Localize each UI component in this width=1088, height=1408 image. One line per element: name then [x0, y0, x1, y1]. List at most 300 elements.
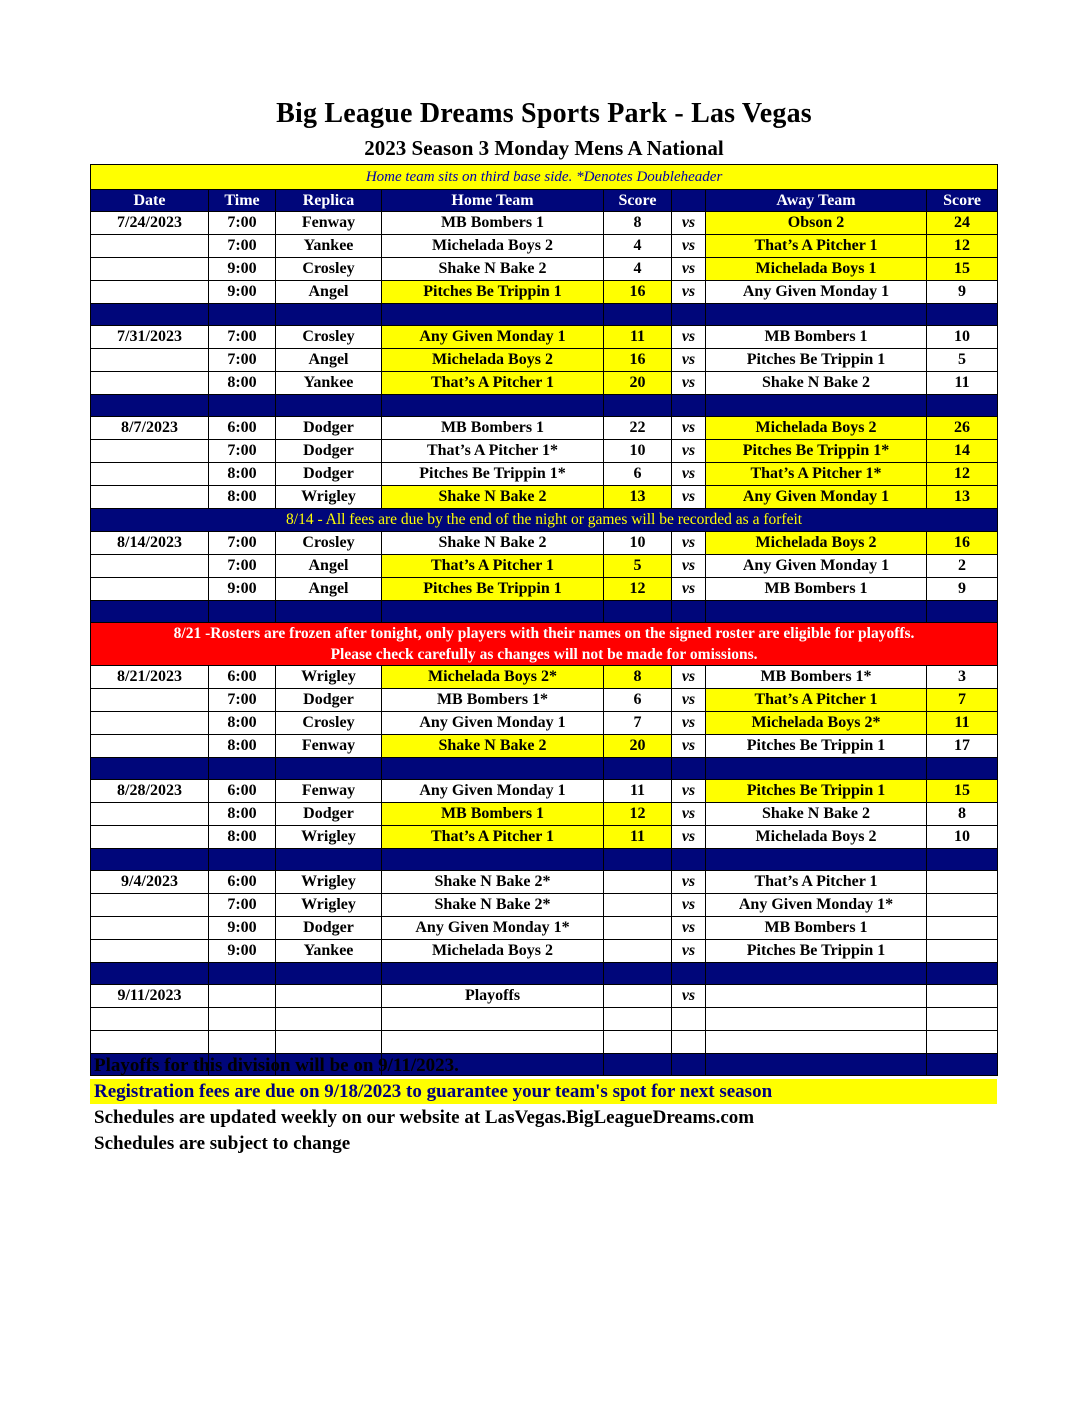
- game-row: [91, 235, 998, 258]
- replica-cell: Dodger: [276, 440, 382, 463]
- separator-cell: [672, 601, 706, 623]
- time-cell: 6:00: [209, 780, 276, 803]
- header-vs: [672, 190, 706, 212]
- vs-cell: vs: [672, 417, 706, 440]
- game-row: [91, 780, 998, 803]
- game-row: [91, 985, 998, 1008]
- separator-cell: [706, 395, 927, 417]
- home-team-cell: Pitches Be Trippin 1: [382, 281, 604, 304]
- away-team-cell: MB Bombers 1: [706, 917, 927, 940]
- home-score-cell: [604, 917, 672, 940]
- replica-cell: Wrigley: [276, 826, 382, 849]
- home-score-cell: 10: [604, 440, 672, 463]
- date-cell: [91, 578, 209, 601]
- game-row: [91, 940, 998, 963]
- away-team-cell: That’s A Pitcher 1: [706, 689, 927, 712]
- home-team-note: Home team sits on third base side. *Denotes Doubleheader: [91, 165, 998, 190]
- away-team-cell: Pitches Be Trippin 1: [706, 349, 927, 372]
- home-score-cell: 4: [604, 258, 672, 281]
- vs-cell: vs: [672, 666, 706, 689]
- empty-cell: [209, 1031, 276, 1054]
- home-team-cell: Any Given Monday 1*: [382, 917, 604, 940]
- separator-cell: [672, 963, 706, 985]
- game-row: [91, 372, 998, 395]
- home-team-cell: That’s A Pitcher 1: [382, 555, 604, 578]
- empty-cell: [927, 1008, 998, 1031]
- vs-cell: vs: [672, 917, 706, 940]
- home-team-cell: That’s A Pitcher 1: [382, 372, 604, 395]
- time-cell: 8:00: [209, 486, 276, 509]
- date-cell: 8/21/2023: [91, 666, 209, 689]
- separator-cell: [604, 758, 672, 780]
- game-row: [91, 532, 998, 555]
- home-team-cell: MB Bombers 1: [382, 212, 604, 235]
- separator-row: [91, 758, 998, 780]
- vs-cell: vs: [672, 555, 706, 578]
- away-team-cell: Obson 2: [706, 212, 927, 235]
- home-score-cell: 12: [604, 578, 672, 601]
- date-cell: [91, 440, 209, 463]
- replica-cell: Dodger: [276, 917, 382, 940]
- home-score-cell: 4: [604, 235, 672, 258]
- time-cell: 9:00: [209, 940, 276, 963]
- separator-cell: [706, 758, 927, 780]
- date-cell: [91, 712, 209, 735]
- date-cell: [91, 349, 209, 372]
- home-score-cell: [604, 894, 672, 917]
- time-cell: 6:00: [209, 666, 276, 689]
- home-team-cell: Michelada Boys 2: [382, 940, 604, 963]
- separator-cell: [382, 758, 604, 780]
- separator-cell: [382, 395, 604, 417]
- header-time: Time: [209, 190, 276, 212]
- roster-notice: [91, 623, 998, 666]
- empty-cell: [672, 1008, 706, 1031]
- away-team-cell: Pitches Be Trippin 1: [706, 780, 927, 803]
- separator-cell: [706, 304, 927, 326]
- roster-notice-row: [91, 623, 998, 666]
- roster-notice-line1: 8/21 -Rosters are frozen after tonight, only players with their names on the signed roster are eligible for playoffs.: [173, 625, 915, 642]
- separator-cell: [382, 849, 604, 871]
- vs-cell: vs: [672, 486, 706, 509]
- separator-cell: [927, 963, 998, 985]
- separator-cell: [672, 849, 706, 871]
- away-team-cell: Pitches Be Trippin 1*: [706, 440, 927, 463]
- separator-cell: [209, 849, 276, 871]
- date-cell: [91, 486, 209, 509]
- game-row: [91, 326, 998, 349]
- home-score-cell: 20: [604, 372, 672, 395]
- separator-cell: [672, 304, 706, 326]
- away-team-cell: Michelada Boys 2: [706, 826, 927, 849]
- date-cell: [91, 463, 209, 486]
- away-team-cell: That’s A Pitcher 1: [706, 871, 927, 894]
- home-team-cell: Michelada Boys 2: [382, 235, 604, 258]
- separator-cell: [276, 849, 382, 871]
- time-cell: 8:00: [209, 826, 276, 849]
- home-team-cell: MB Bombers 1: [382, 803, 604, 826]
- replica-cell: Crosley: [276, 712, 382, 735]
- away-score-cell: 8: [927, 803, 998, 826]
- date-cell: [91, 826, 209, 849]
- game-row: [91, 555, 998, 578]
- away-score-cell: 12: [927, 235, 998, 258]
- away-team-cell: [706, 985, 927, 1008]
- time-cell: 6:00: [209, 417, 276, 440]
- away-score-cell: 10: [927, 326, 998, 349]
- vs-cell: vs: [672, 871, 706, 894]
- time-cell: 8:00: [209, 712, 276, 735]
- away-score-cell: 5: [927, 349, 998, 372]
- header-replica: Replica: [276, 190, 382, 212]
- separator-cell: [276, 758, 382, 780]
- home-team-note-row: [91, 165, 998, 190]
- time-cell: 9:00: [209, 281, 276, 304]
- away-score-cell: 15: [927, 258, 998, 281]
- separator-cell: [382, 304, 604, 326]
- away-score-cell: [927, 917, 998, 940]
- home-team-cell: Shake N Bake 2: [382, 258, 604, 281]
- time-cell: 7:00: [209, 212, 276, 235]
- replica-cell: Crosley: [276, 532, 382, 555]
- away-team-cell: Any Given Monday 1*: [706, 894, 927, 917]
- away-team-cell: Shake N Bake 2: [706, 372, 927, 395]
- replica-cell: Dodger: [276, 463, 382, 486]
- separator-cell: [91, 304, 209, 326]
- date-cell: [91, 894, 209, 917]
- fees-notice: 8/14 - All fees are due by the end of the night or games will be recorded as a forfeit: [91, 509, 998, 532]
- replica-cell: Angel: [276, 349, 382, 372]
- replica-cell: Fenway: [276, 212, 382, 235]
- away-team-cell: Michelada Boys 1: [706, 258, 927, 281]
- replica-cell: Dodger: [276, 689, 382, 712]
- empty-row: [91, 1031, 998, 1054]
- empty-cell: [276, 1031, 382, 1054]
- home-team-cell: Shake N Bake 2: [382, 735, 604, 758]
- vs-cell: vs: [672, 463, 706, 486]
- away-score-cell: 16: [927, 532, 998, 555]
- away-score-cell: [927, 894, 998, 917]
- header-home-score: Score: [604, 190, 672, 212]
- separator-cell: [927, 849, 998, 871]
- empty-cell: [382, 1031, 604, 1054]
- vs-cell: vs: [672, 440, 706, 463]
- separator-cell: [927, 304, 998, 326]
- home-score-cell: 16: [604, 281, 672, 304]
- home-score-cell: 7: [604, 712, 672, 735]
- date-cell: 9/11/2023: [91, 985, 209, 1008]
- empty-cell: [927, 1031, 998, 1054]
- empty-cell: [91, 1031, 209, 1054]
- away-score-cell: 12: [927, 463, 998, 486]
- separator-cell: [209, 304, 276, 326]
- home-team-cell: Pitches Be Trippin 1*: [382, 463, 604, 486]
- vs-cell: vs: [672, 985, 706, 1008]
- game-row: [91, 349, 998, 372]
- date-cell: 8/7/2023: [91, 417, 209, 440]
- home-score-cell: 11: [604, 780, 672, 803]
- game-row: [91, 917, 998, 940]
- separator-cell: [91, 758, 209, 780]
- date-cell: 9/4/2023: [91, 871, 209, 894]
- vs-cell: vs: [672, 803, 706, 826]
- replica-cell: Fenway: [276, 780, 382, 803]
- replica-cell: Angel: [276, 555, 382, 578]
- separator-cell: [706, 601, 927, 623]
- game-row: [91, 258, 998, 281]
- home-team-cell: Shake N Bake 2*: [382, 894, 604, 917]
- away-team-cell: Michelada Boys 2*: [706, 712, 927, 735]
- header-away-team: Away Team: [706, 190, 927, 212]
- home-score-cell: [604, 871, 672, 894]
- replica-cell: Angel: [276, 578, 382, 601]
- time-cell: 9:00: [209, 917, 276, 940]
- vs-cell: vs: [672, 235, 706, 258]
- home-team-cell: Playoffs: [382, 985, 604, 1008]
- game-row: [91, 281, 998, 304]
- time-cell: 9:00: [209, 578, 276, 601]
- home-score-cell: 22: [604, 417, 672, 440]
- vs-cell: vs: [672, 735, 706, 758]
- replica-cell: Yankee: [276, 940, 382, 963]
- separator-cell: [706, 849, 927, 871]
- vs-cell: vs: [672, 780, 706, 803]
- separator-cell: [927, 758, 998, 780]
- separator-row: [91, 849, 998, 871]
- replica-cell: [276, 985, 382, 1008]
- away-team-cell: That’s A Pitcher 1: [706, 235, 927, 258]
- time-cell: 6:00: [209, 871, 276, 894]
- separator-row: [91, 963, 998, 985]
- away-score-cell: 7: [927, 689, 998, 712]
- schedule-table: [90, 164, 998, 1076]
- empty-cell: [604, 1008, 672, 1031]
- date-cell: [91, 917, 209, 940]
- date-cell: 7/24/2023: [91, 212, 209, 235]
- game-row: [91, 463, 998, 486]
- away-team-cell: Michelada Boys 2: [706, 417, 927, 440]
- date-cell: [91, 235, 209, 258]
- table-header-row: [91, 190, 998, 212]
- separator-cell: [276, 601, 382, 623]
- separator-cell: [209, 395, 276, 417]
- home-team-cell: Michelada Boys 2: [382, 349, 604, 372]
- game-row: [91, 666, 998, 689]
- game-row: [91, 440, 998, 463]
- date-cell: [91, 689, 209, 712]
- home-team-cell: That’s A Pitcher 1*: [382, 440, 604, 463]
- separator-cell: [91, 849, 209, 871]
- home-score-cell: 13: [604, 486, 672, 509]
- game-row: [91, 826, 998, 849]
- time-cell: 7:00: [209, 235, 276, 258]
- separator-cell: [672, 395, 706, 417]
- home-score-cell: 6: [604, 463, 672, 486]
- away-score-cell: 9: [927, 578, 998, 601]
- time-cell: 8:00: [209, 735, 276, 758]
- home-score-cell: 6: [604, 689, 672, 712]
- separator-cell: [209, 963, 276, 985]
- empty-cell: [706, 1008, 927, 1031]
- away-score-cell: 14: [927, 440, 998, 463]
- home-score-cell: 5: [604, 555, 672, 578]
- page-subtitle: 2023 Season 3 Monday Mens A National: [364, 136, 724, 160]
- empty-cell: [706, 1031, 927, 1054]
- separator-cell: [382, 601, 604, 623]
- vs-cell: vs: [672, 940, 706, 963]
- vs-cell: vs: [672, 349, 706, 372]
- empty-cell: [382, 1008, 604, 1031]
- time-cell: 7:00: [209, 555, 276, 578]
- home-score-cell: 16: [604, 349, 672, 372]
- game-row: [91, 578, 998, 601]
- away-team-cell: Pitches Be Trippin 1: [706, 940, 927, 963]
- separator-row: [91, 304, 998, 326]
- separator-cell: [209, 601, 276, 623]
- away-score-cell: [927, 985, 998, 1008]
- replica-cell: Yankee: [276, 372, 382, 395]
- away-team-cell: Any Given Monday 1: [706, 281, 927, 304]
- separator-cell: [209, 758, 276, 780]
- game-row: [91, 689, 998, 712]
- separator-cell: [604, 304, 672, 326]
- home-team-cell: Pitches Be Trippin 1: [382, 578, 604, 601]
- time-cell: 8:00: [209, 803, 276, 826]
- home-score-cell: 11: [604, 326, 672, 349]
- away-score-cell: 17: [927, 735, 998, 758]
- time-cell: 7:00: [209, 440, 276, 463]
- away-team-cell: MB Bombers 1*: [706, 666, 927, 689]
- game-row: [91, 486, 998, 509]
- away-team-cell: Any Given Monday 1: [706, 486, 927, 509]
- time-cell: [209, 985, 276, 1008]
- separator-cell: [604, 395, 672, 417]
- away-score-cell: 26: [927, 417, 998, 440]
- date-cell: [91, 372, 209, 395]
- home-team-cell: That’s A Pitcher 1: [382, 826, 604, 849]
- away-team-cell: MB Bombers 1: [706, 326, 927, 349]
- game-row: [91, 417, 998, 440]
- separator-cell: [91, 601, 209, 623]
- game-row: [91, 871, 998, 894]
- vs-cell: vs: [672, 212, 706, 235]
- replica-cell: Dodger: [276, 417, 382, 440]
- empty-cell: [672, 1031, 706, 1054]
- away-team-cell: Pitches Be Trippin 1: [706, 735, 927, 758]
- replica-cell: Fenway: [276, 735, 382, 758]
- separator-cell: [276, 395, 382, 417]
- home-team-cell: Michelada Boys 2*: [382, 666, 604, 689]
- time-cell: 8:00: [209, 372, 276, 395]
- schedule-change-note: Schedules are subject to change: [94, 1133, 351, 1154]
- time-cell: 7:00: [209, 326, 276, 349]
- home-score-cell: 8: [604, 212, 672, 235]
- away-score-cell: [927, 940, 998, 963]
- replica-cell: Wrigley: [276, 871, 382, 894]
- time-cell: 7:00: [209, 532, 276, 555]
- away-score-cell: 15: [927, 780, 998, 803]
- date-cell: [91, 555, 209, 578]
- empty-row: [91, 1008, 998, 1031]
- away-score-cell: [927, 871, 998, 894]
- header-away-score: Score: [927, 190, 998, 212]
- time-cell: 7:00: [209, 894, 276, 917]
- game-row: [91, 712, 998, 735]
- away-team-cell: That’s A Pitcher 1*: [706, 463, 927, 486]
- game-row: [91, 735, 998, 758]
- separator-row: [91, 601, 998, 623]
- website-note: Schedules are updated weekly on our website at LasVegas.BigLeagueDreams.com: [94, 1107, 755, 1128]
- game-row: [91, 894, 998, 917]
- home-score-cell: 11: [604, 826, 672, 849]
- replica-cell: Wrigley: [276, 894, 382, 917]
- date-cell: [91, 281, 209, 304]
- game-row: [91, 803, 998, 826]
- separator-cell: [706, 963, 927, 985]
- away-team-cell: Michelada Boys 2: [706, 532, 927, 555]
- time-cell: 9:00: [209, 258, 276, 281]
- vs-cell: vs: [672, 894, 706, 917]
- away-score-cell: 24: [927, 212, 998, 235]
- away-score-cell: 2: [927, 555, 998, 578]
- separator-cell: [604, 849, 672, 871]
- home-score-cell: 8: [604, 666, 672, 689]
- separator-cell: [604, 601, 672, 623]
- playoffs-note: Playoffs for this division will be on 9/11/2023.: [94, 1055, 459, 1076]
- vs-cell: vs: [672, 826, 706, 849]
- game-row: [91, 212, 998, 235]
- away-score-cell: 3: [927, 666, 998, 689]
- home-team-cell: MB Bombers 1: [382, 417, 604, 440]
- date-cell: 7/31/2023: [91, 326, 209, 349]
- away-score-cell: 11: [927, 372, 998, 395]
- home-team-cell: Shake N Bake 2*: [382, 871, 604, 894]
- date-cell: [91, 803, 209, 826]
- roster-notice-line2: Please check carefully as changes will not be made for omissions.: [330, 646, 758, 663]
- replica-cell: Crosley: [276, 326, 382, 349]
- home-team-cell: Any Given Monday 1: [382, 326, 604, 349]
- vs-cell: vs: [672, 372, 706, 395]
- away-team-cell: Shake N Bake 2: [706, 803, 927, 826]
- empty-cell: [604, 1031, 672, 1054]
- away-score-cell: 13: [927, 486, 998, 509]
- replica-cell: Dodger: [276, 803, 382, 826]
- vs-cell: vs: [672, 281, 706, 304]
- time-cell: 7:00: [209, 349, 276, 372]
- home-score-cell: 10: [604, 532, 672, 555]
- away-team-cell: MB Bombers 1: [706, 578, 927, 601]
- time-cell: 7:00: [209, 689, 276, 712]
- home-team-cell: Any Given Monday 1: [382, 780, 604, 803]
- vs-cell: vs: [672, 532, 706, 555]
- time-cell: 8:00: [209, 463, 276, 486]
- replica-cell: Wrigley: [276, 486, 382, 509]
- date-cell: [91, 735, 209, 758]
- separator-cell: [276, 304, 382, 326]
- away-score-cell: 10: [927, 826, 998, 849]
- home-team-cell: Shake N Bake 2: [382, 486, 604, 509]
- home-score-cell: [604, 940, 672, 963]
- vs-cell: vs: [672, 712, 706, 735]
- replica-cell: Wrigley: [276, 666, 382, 689]
- empty-cell: [209, 1008, 276, 1031]
- empty-cell: [276, 1008, 382, 1031]
- fees-notice-row: [91, 509, 998, 532]
- header-date: Date: [91, 190, 209, 212]
- replica-cell: Angel: [276, 281, 382, 304]
- header-home-team: Home Team: [382, 190, 604, 212]
- separator-cell: [927, 601, 998, 623]
